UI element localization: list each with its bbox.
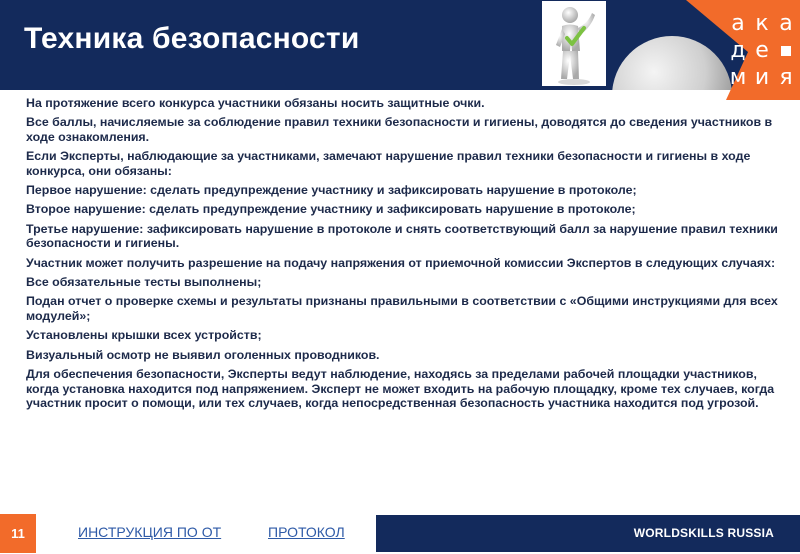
logo-letter: и <box>754 65 770 90</box>
logo-letter: а <box>779 11 793 36</box>
instruction-link[interactable]: ИНСТРУКЦИЯ ПО ОТ <box>78 524 222 540</box>
protocol-link[interactable]: ПРОТОКОЛ <box>268 524 345 540</box>
logo-letter: я <box>779 65 793 90</box>
logo-letter: е <box>755 38 769 63</box>
paragraph: Участник может получить разрешение на подачу напряжения от приемочной комиссии Экспертов в следующих случаях: <box>26 255 776 270</box>
paragraph: Для обеспечения безопасности, Эксперты ведут наблюдение, находясь за пределами рабочей площадки участников, когда установка находится под напряжением. Эксперт не может входить на рабочую площадку, кроме тех случаев, когда участник просит о помощи, или тех случаев, когда непосредственная безопасность участника находится под угрозой. <box>26 367 775 410</box>
header-bar <box>0 0 800 90</box>
paragraph: Первое нарушение: сделать предупреждение участнику и зафиксировать нарушение в протоколе; <box>26 183 637 198</box>
safety-figure-image <box>542 1 606 86</box>
paragraph: Все баллы, начисляемые за соблюдение правил техники безопасности и гигиены, доводятся до сведения участников в ходе ознакомления. <box>26 115 773 144</box>
paragraph: Второе нарушение: сделать предупреждение участнику и зафиксировать нарушение в протоколе; <box>26 202 636 217</box>
logo-letter: м <box>729 65 747 90</box>
person-check-icon <box>542 1 606 86</box>
logo-letter: к <box>755 11 769 36</box>
paragraph: Все обязательные тесты выполнены; <box>26 275 262 290</box>
logo-square-icon <box>774 37 798 64</box>
paragraph: Если Эксперты, наблюдающие за участниками, замечают нарушение правил техники безопасности и гигиены в ходе конкурса, они обязаны: <box>26 149 751 178</box>
worldskills-brand: WORLDSKILLS RUSSIA <box>633 526 774 540</box>
safety-rules-text <box>26 96 778 415</box>
paragraph: Установлены крышки всех устройств; <box>26 328 262 343</box>
page-number: 11 <box>0 514 36 553</box>
paragraph: Третье нарушение: зафиксировать нарушение в протоколе и снять соответствующий балл за нарушение правил техники безопасности и гигиены. <box>26 221 778 251</box>
paragraph: На протяжение всего конкурса участники обязаны носить защитные очки. <box>26 96 485 110</box>
footer <box>0 514 800 554</box>
logo-letter: а <box>731 11 745 36</box>
paragraph: Визуальный осмотр не выявил оголенных проводников. <box>26 347 380 362</box>
page-title: Техника безопасности <box>24 22 360 55</box>
logo-letter: д <box>730 38 746 63</box>
paragraph: Подан отчет о проверке схемы и результаты признаны правильными в соответствии с «Общими инструкциями для всех модулей»; <box>26 294 778 323</box>
academy-logo-letters <box>726 10 798 91</box>
